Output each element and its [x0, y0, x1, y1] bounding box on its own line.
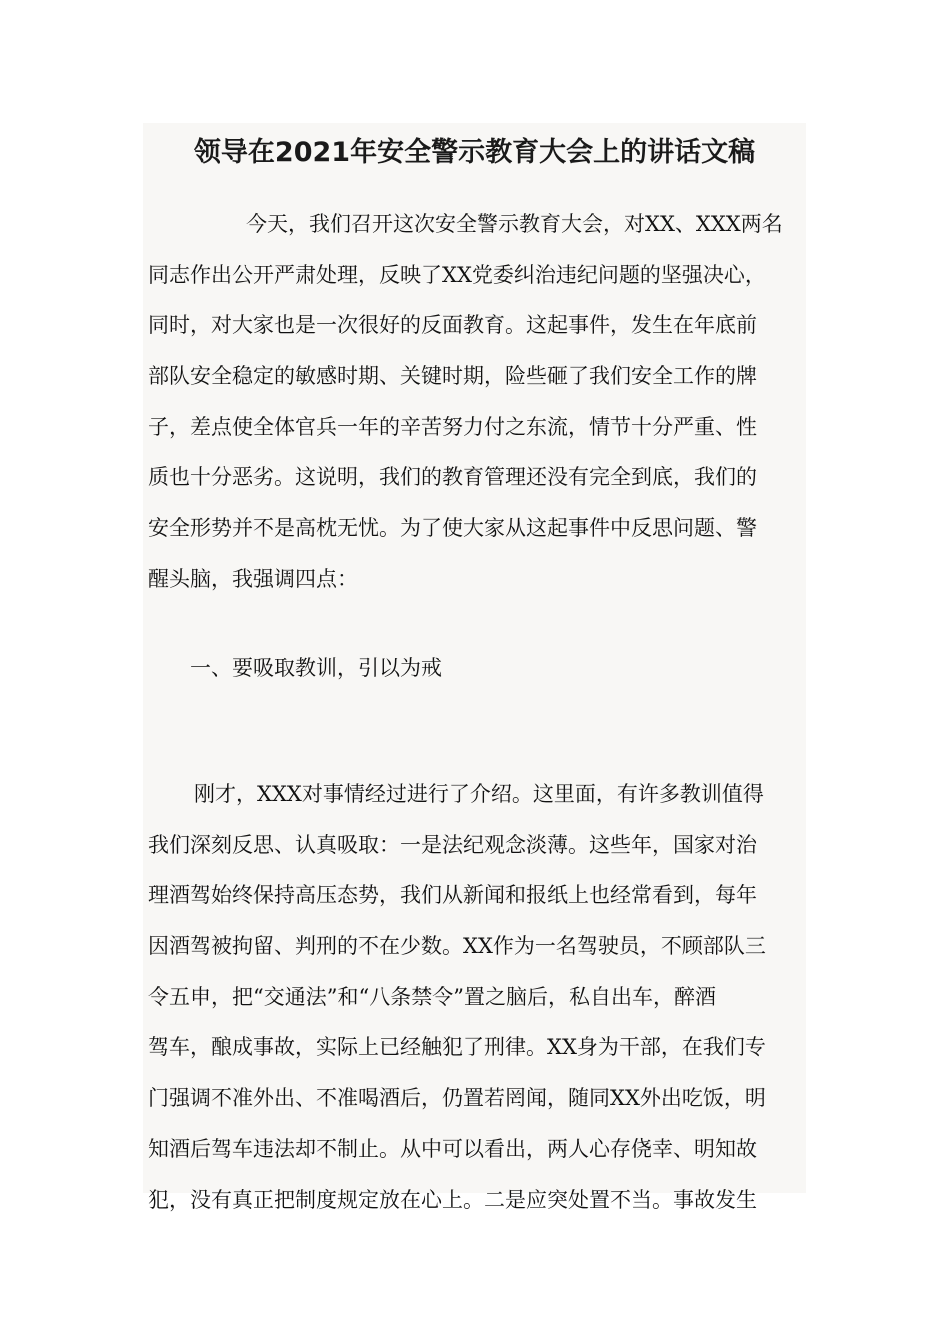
- paragraph-intro: [148, 199, 808, 605]
- text-line: 今天，我们召开这次安全警示教育大会，对XX、XXX两名: [246, 212, 783, 236]
- text-line: 令五申，把“交通法”和“八条禁令”置之脑后，私自出车，醉酒: [148, 984, 716, 1009]
- text-line: 知酒后驾车违法却不制止。从中可以看出，两人心存侥幸、明知故: [148, 1136, 757, 1161]
- text-line: 因酒驾被拘留、判刑的不在少数。XX作为一名驾驶员，不顾部队三: [148, 934, 766, 959]
- text-line: 驾车，酿成事故，实际上已经触犯了刑律。XX身为干部，在我们专: [148, 1035, 766, 1060]
- section-heading: 一、要吸取教训，引以为戒: [190, 656, 442, 680]
- text-line: 醒头脑，我强调四点：: [148, 566, 358, 591]
- text-line: 同时，对大家也是一次很好的反面教育。这起事件，发生在年底前: [148, 313, 757, 338]
- text-line: 质也十分恶劣。这说明，我们的教育管理还没有完全到底，我们的: [148, 465, 757, 490]
- text-line: 门强调不准外出、不准喝酒后，仍置若罔闻，随同XX外出吃饭，明: [148, 1086, 766, 1111]
- text-line: 子，差点使全体官兵一年的辛苦努力付之东流，情节十分严重、性: [148, 414, 757, 439]
- text-line: 安全形势并不是高枕无忧。为了使大家从这起事件中反思问题、警: [148, 516, 757, 541]
- text-line: 刚才，XXX对事情经过进行了介绍。这里面，有许多教训值得: [194, 782, 764, 806]
- text-line: 我们深刻反思、认真吸取：一是法纪观念淡薄。这些年，国家对治: [148, 832, 757, 857]
- text-line: 理酒驾始终保持高压态势，我们从新闻和报纸上也经常看到，每年: [148, 883, 757, 908]
- document-page: [143, 123, 806, 1212]
- text-line: 部队安全稳定的敏感时期、关键时期，险些砸了我们安全工作的牌: [148, 364, 757, 389]
- text-line: 犯，没有真正把制度规定放在心上。二是应突处置不当。事故发生: [148, 1187, 757, 1212]
- document-title: 领导在2021年安全警示教育大会上的讲话文稿: [193, 137, 756, 168]
- paragraph-lessons: [148, 769, 808, 1225]
- text-line: 同志作出公开严肃处理，反映了XX党委纠治违纪问题的坚强决心，: [148, 262, 766, 287]
